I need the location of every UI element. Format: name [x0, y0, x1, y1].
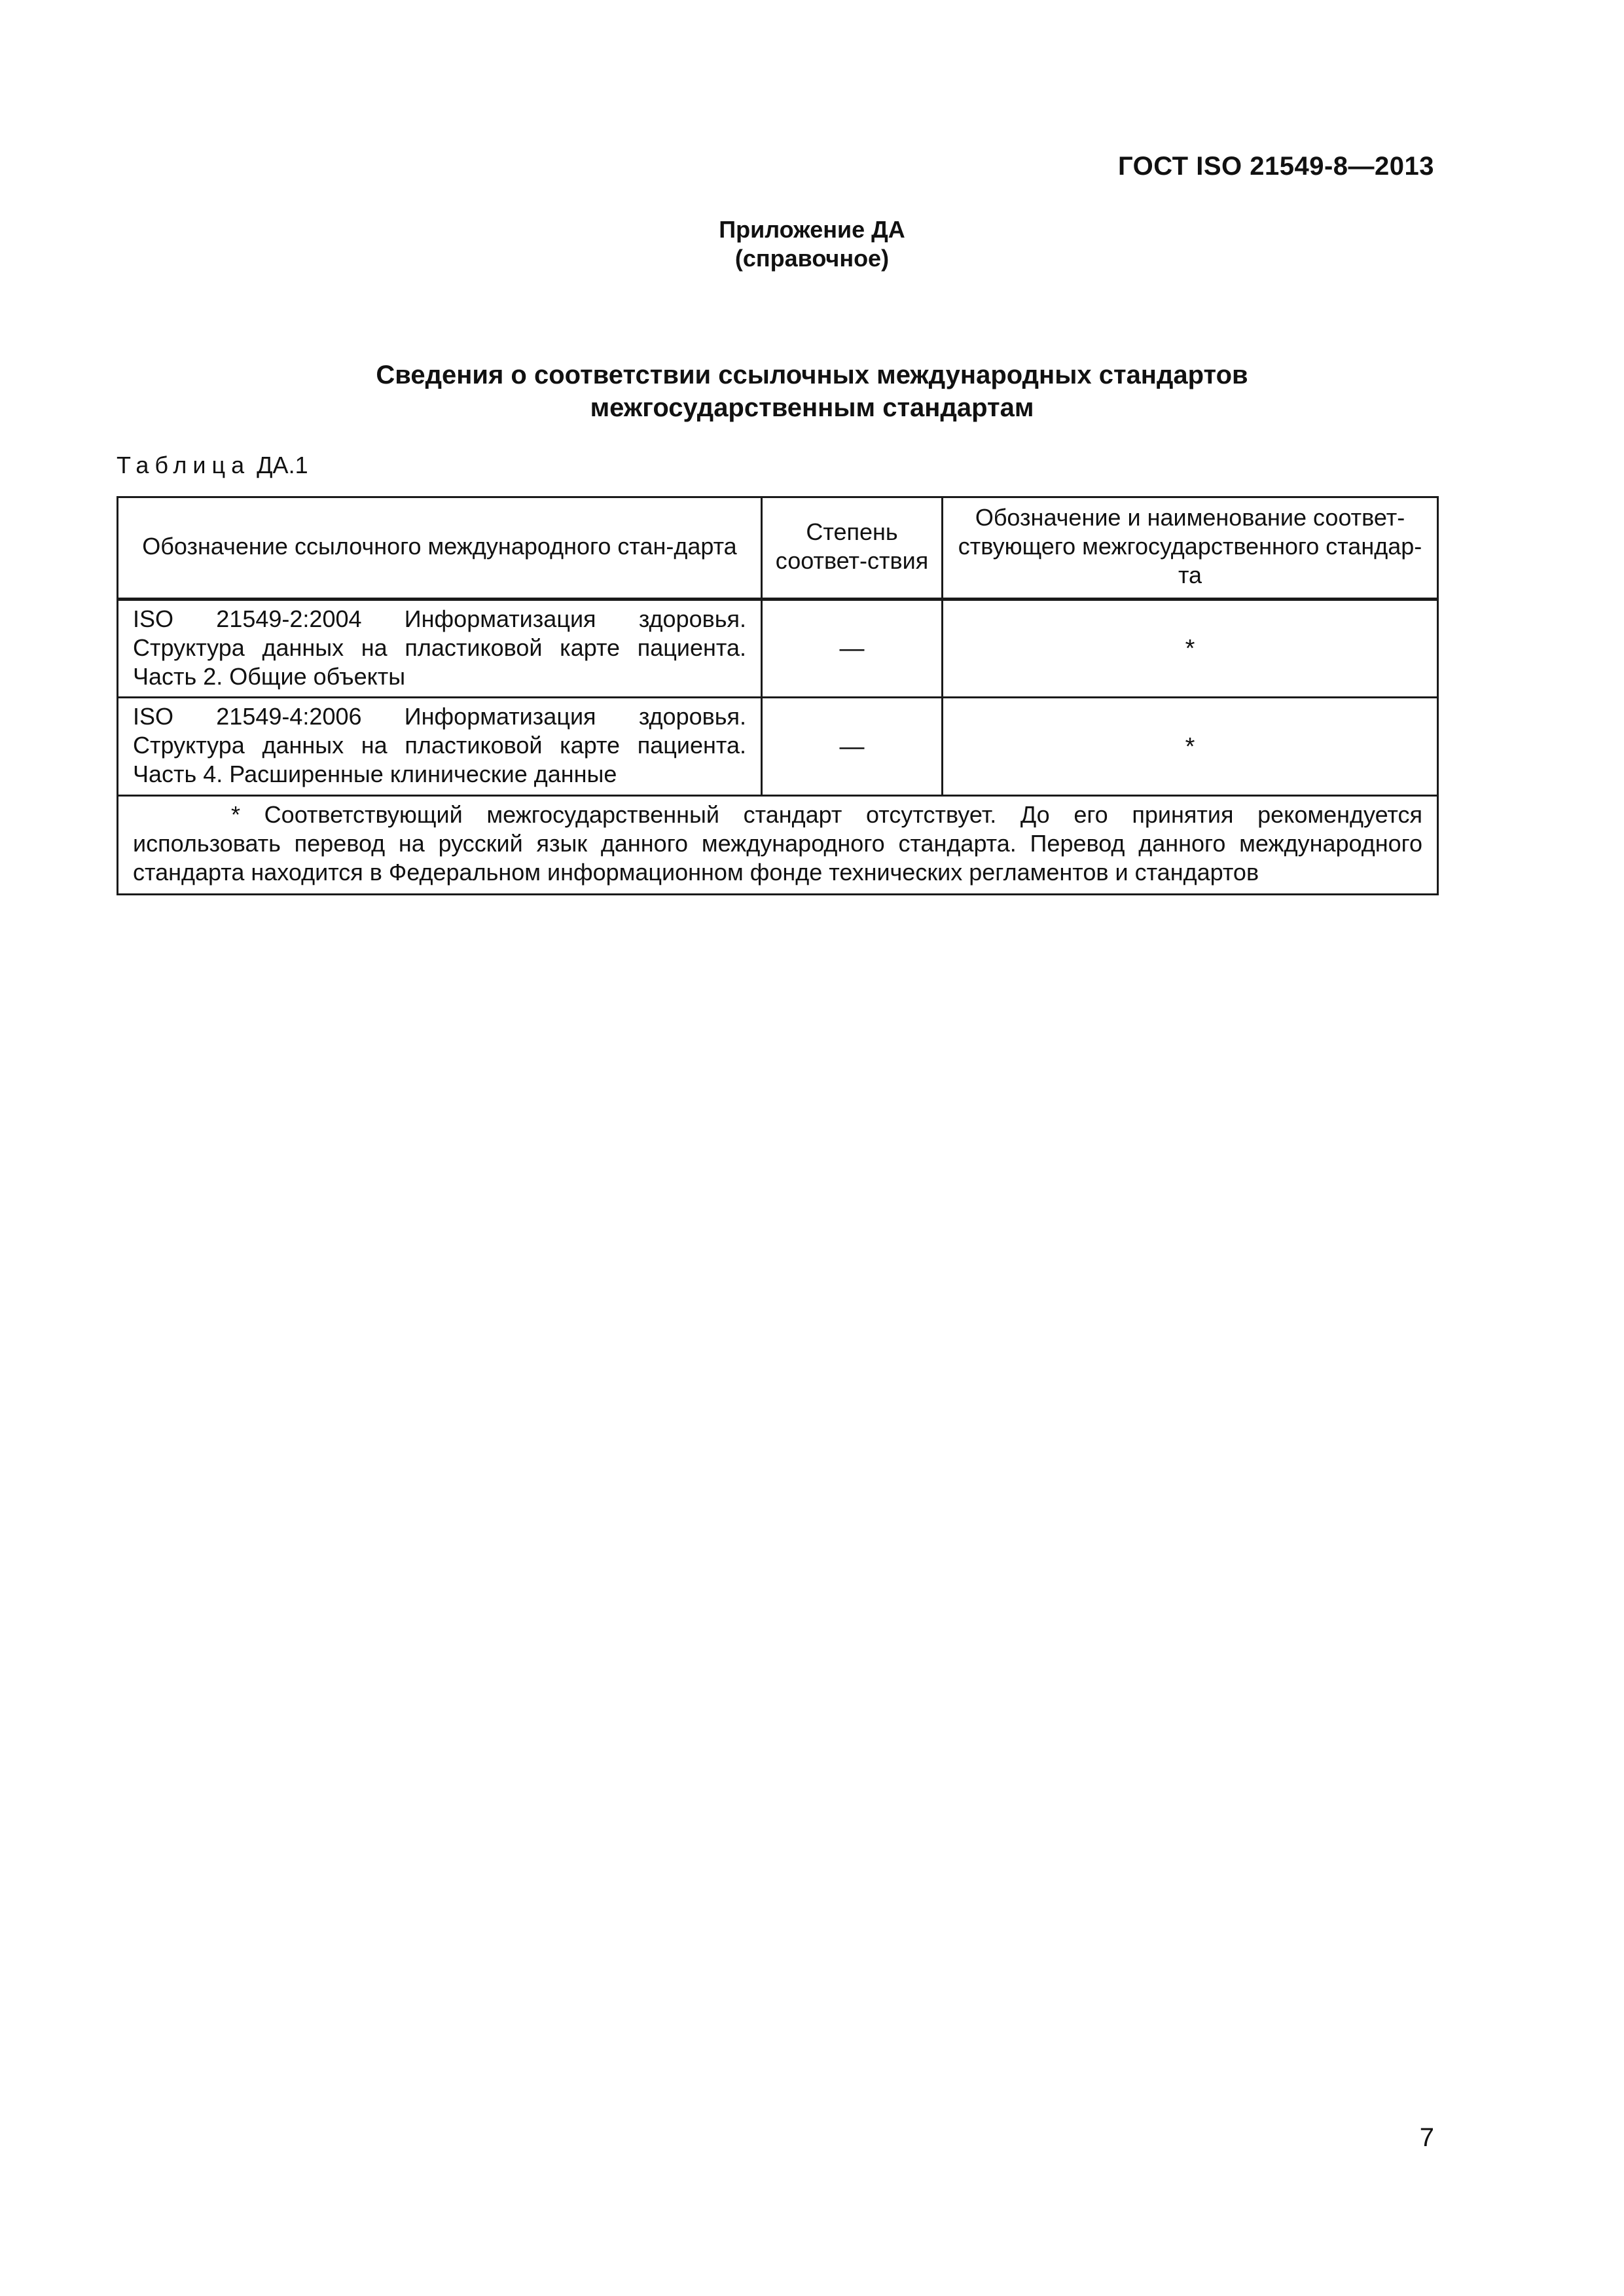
table-caption-word: Таблица: [117, 452, 251, 478]
cell-national-standard: *: [943, 698, 1438, 796]
appendix-title: Приложение ДА: [719, 216, 905, 243]
table: [117, 496, 1439, 895]
column-header-standard: Обозначение ссылочного международного стан-дарта: [118, 497, 762, 600]
table-footnote: * Соответствующий межгосударственный стандарт отсутствует. До его принятия рекомендуется использовать перевод на русский язык данного международного стандарта. Перевод данного международного стандарта находится в Федеральном информационном фонде технических регламентов и стандартов: [118, 796, 1438, 895]
cell-standard: ISO 21549-2:2004 Информатизация здоровья. Структура данных на пластиковой карте пациента. Часть 2. Общие объекты: [118, 600, 762, 698]
correspondence-table: [117, 496, 1439, 895]
appendix-status: (справочное): [734, 245, 890, 272]
table-row: [118, 698, 1438, 796]
page-number: 7: [1419, 2123, 1434, 2152]
table-header-row: [118, 497, 1438, 600]
cell-degree: —: [762, 698, 943, 796]
cell-national-standard: *: [943, 600, 1438, 698]
cell-standard: ISO 21549-4:2006 Информатизация здоровья. Структура данных на пластиковой карте пациента. Часть 4. Расширенные клинические данные: [118, 698, 762, 796]
table-caption-number: ДА.1: [257, 452, 308, 478]
document-code: ГОСТ ISO 21549-8—2013: [1118, 152, 1434, 181]
cell-degree: —: [762, 600, 943, 698]
column-header-national-standard: Обозначение и наименование соответ-ствующего межгосударственного стандар-та: [943, 497, 1438, 600]
table-caption: [117, 452, 308, 479]
table-row: [118, 600, 1438, 698]
table-footnote-row: [118, 796, 1438, 895]
section-heading-line-1: Сведения о соответствии ссылочных международных стандартов: [376, 361, 1248, 389]
column-header-degree: Степень соответ-ствия: [762, 497, 943, 600]
section-heading-line-2: межгосударственным стандартам: [590, 393, 1034, 422]
